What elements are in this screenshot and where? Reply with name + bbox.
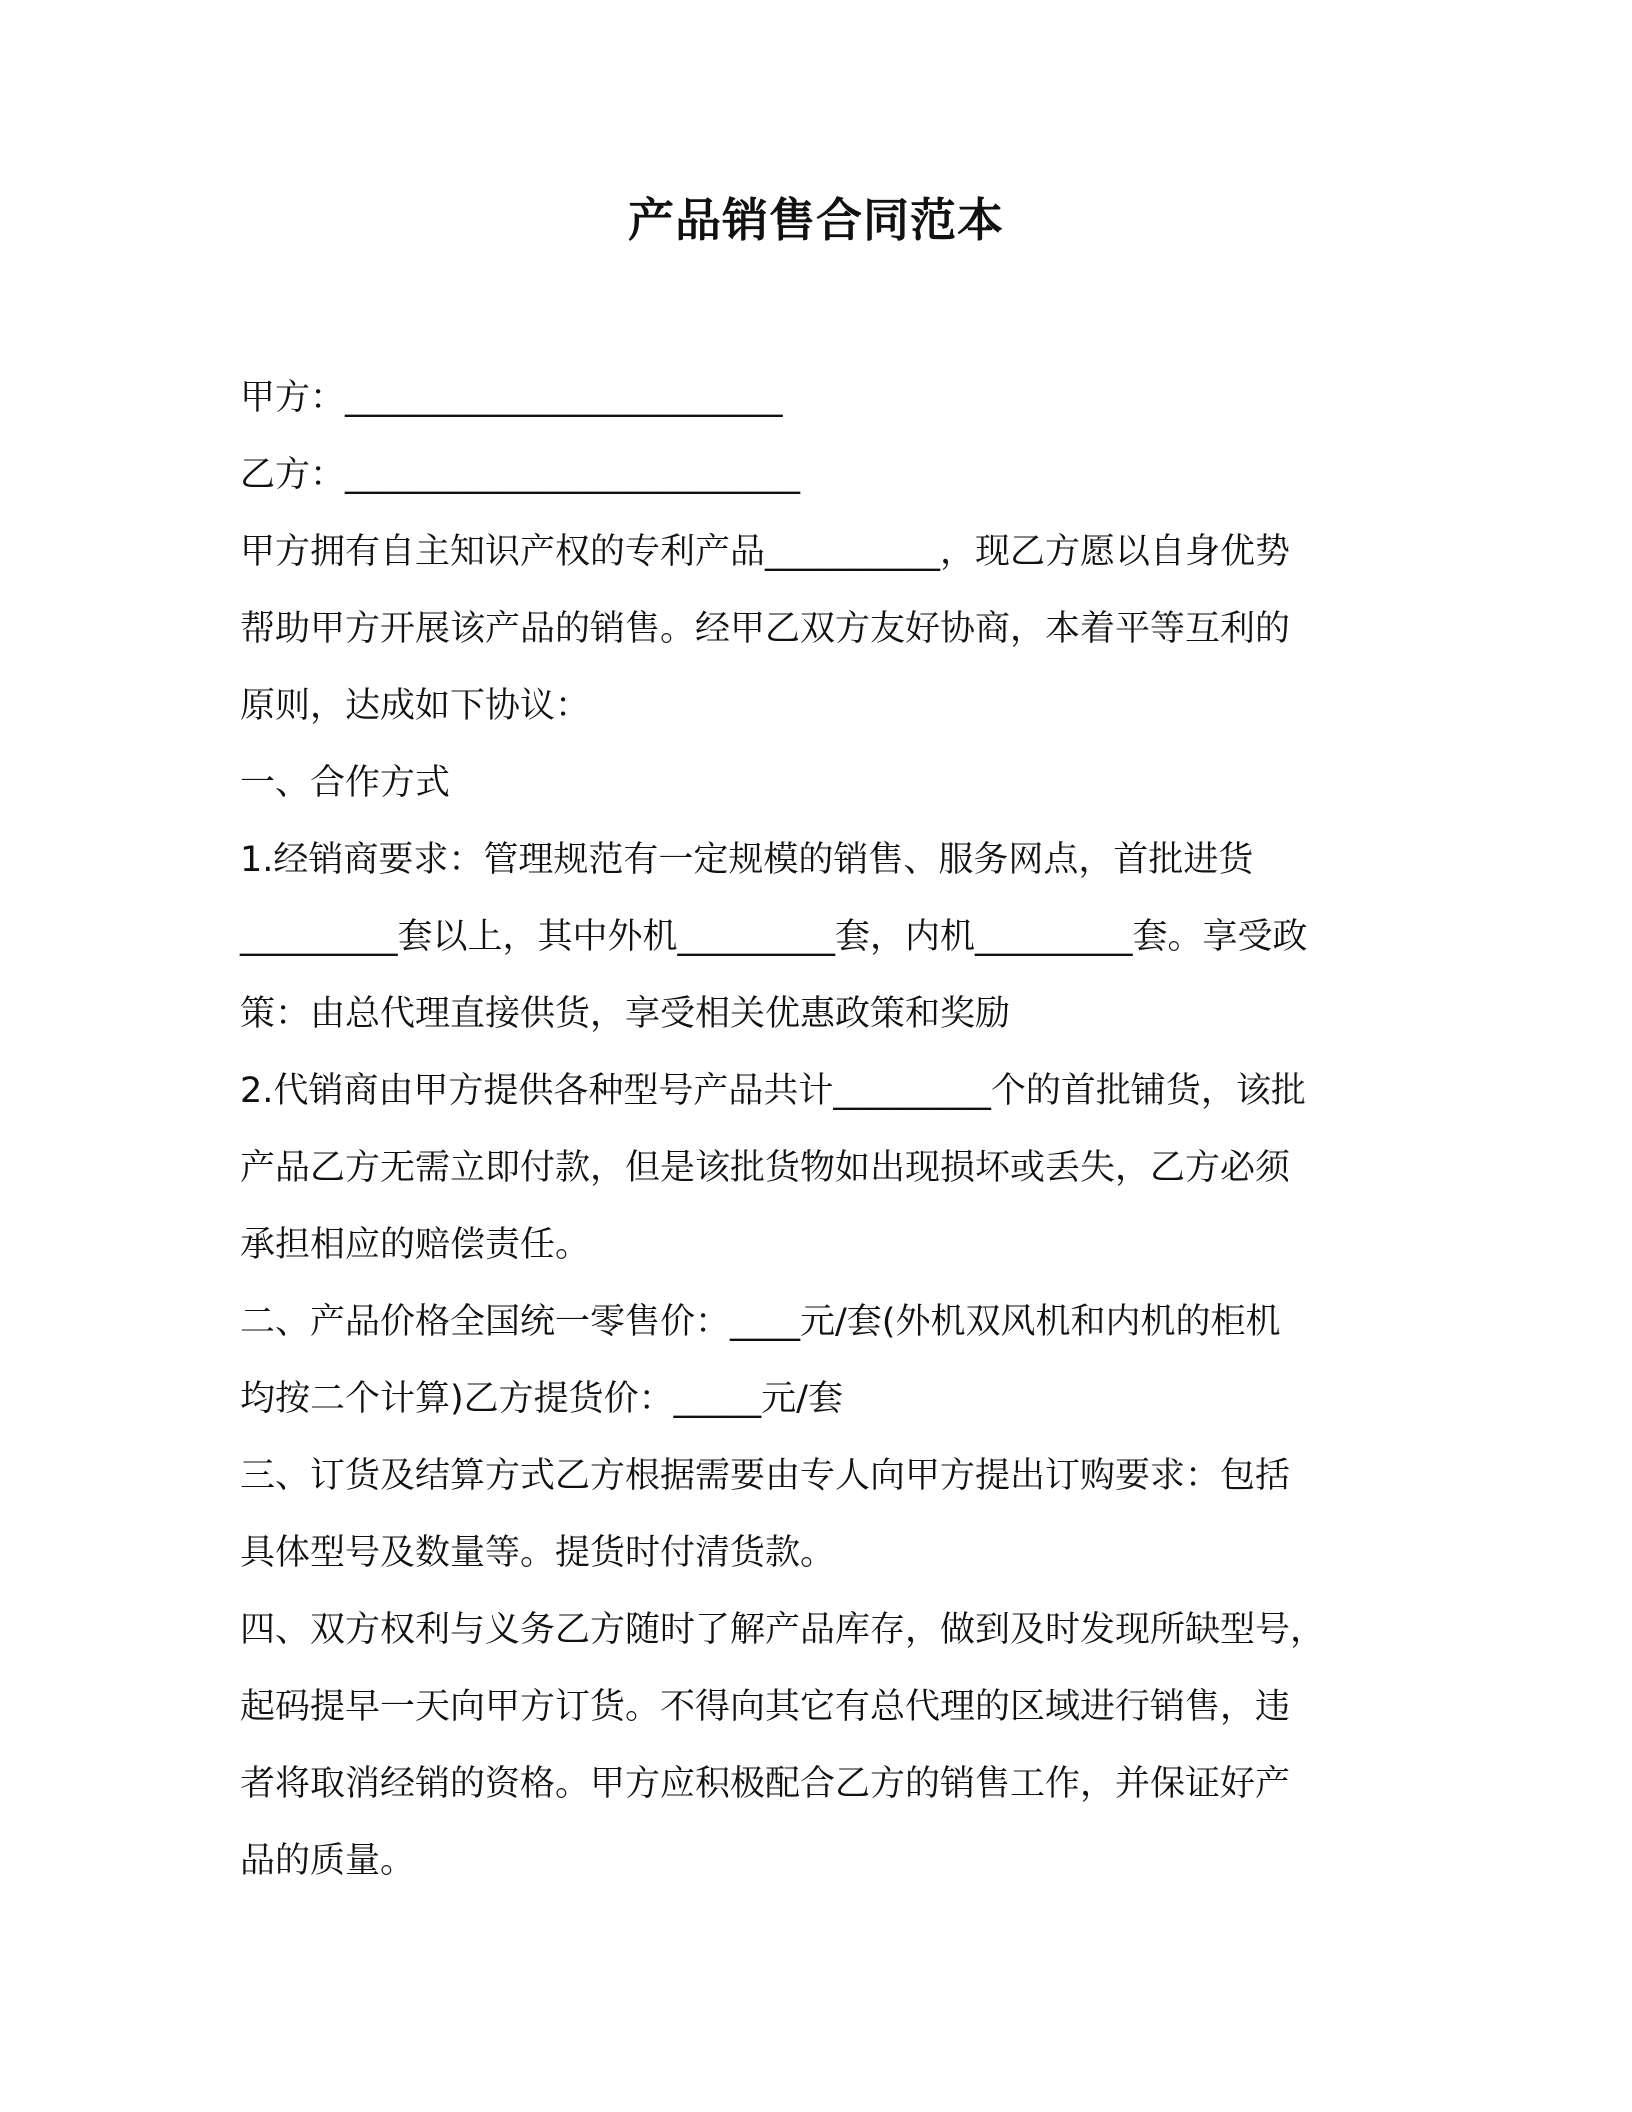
clause-line: 2.代销商由甲方提供各种型号产品共计_________个的首批铺货，该批 [240,1071,1306,1111]
clause-line: _________套以上，其中外机_________套，内机_________套。享受政 [240,917,1308,957]
section-rights-line: 起码提早一天向甲方订货。不得向其它有总代理的区域进行销售，违 [240,1687,1291,1727]
clause-line: 产品乙方无需立即付款，但是该批货物如出现损坏或丢失，乙方必须 [240,1148,1291,1188]
document-title: 产品销售合同范本 [628,193,1004,247]
section-ordering-line: 具体型号及数量等。提货时付清货款。 [240,1533,836,1573]
party-a-line: 甲方：_________________________ [240,378,783,418]
preamble-line: 原则，达成如下协议： [240,686,591,726]
document-body [240,360,1380,1900]
clause-line: 1.经销商要求：管理规范有一定规模的销售、服务网点，首批进货 [240,840,1254,880]
section-price-line: 二、产品价格全国统一零售价：____元/套(外机双风机和内机的柜机 [240,1302,1281,1342]
preamble-line: 甲方拥有自主知识产权的专利产品__________，现乙方愿以自身优势 [240,532,1291,572]
section-rights-line: 品的质量。 [240,1841,416,1881]
section-price-line: 均按二个计算)乙方提货价：_____元/套 [240,1379,843,1419]
clause-line: 策：由总代理直接供货，享受相关优惠政策和奖励 [240,994,1011,1034]
party-b-line: 乙方：__________________________ [240,455,801,495]
section-heading-cooperation: 一、合作方式 [240,763,451,803]
section-ordering-line: 三、订货及结算方式乙方根据需要由专人向甲方提出订购要求：包括 [240,1456,1291,1496]
section-rights-line: 四、双方权利与义务乙方随时了解产品库存，做到及时发现所缺型号， [240,1610,1326,1650]
section-rights-line: 者将取消经销的资格。甲方应积极配合乙方的销售工作，并保证好产 [240,1764,1291,1804]
preamble-line: 帮助甲方开展该产品的销售。经甲乙双方友好协商，本着平等互利的 [240,609,1291,649]
clause-line: 承担相应的赔偿责任。 [240,1225,591,1265]
